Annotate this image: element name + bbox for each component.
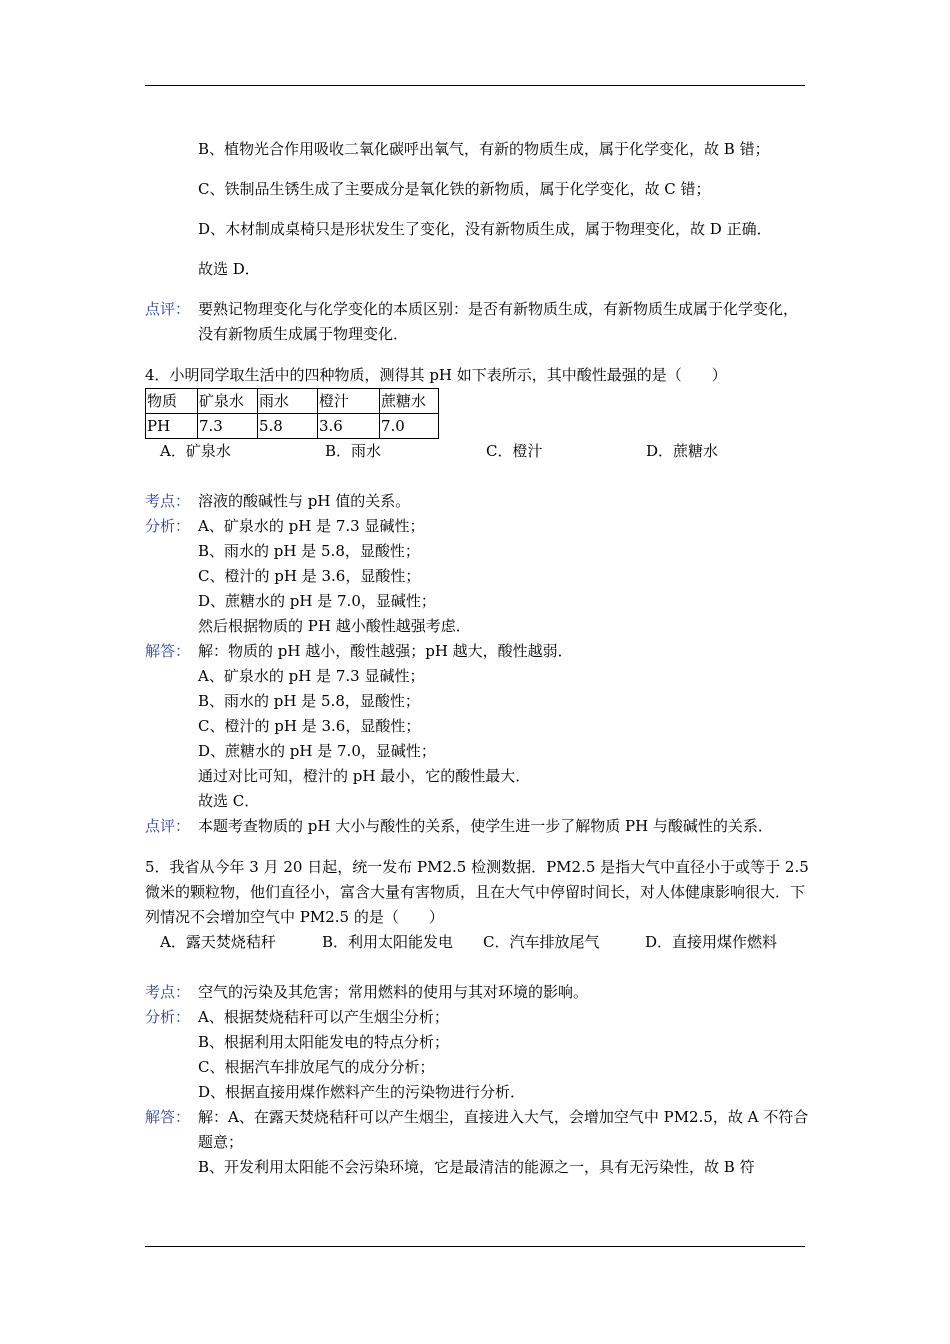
answer-line: D、木材制成桌椅只是形状发生了变化，没有新物质生成，属于物理变化，故 D 正确． bbox=[198, 220, 772, 238]
fenxi-line: 然后根据物质的 PH 越小酸性越强考虑． bbox=[198, 617, 471, 635]
table-cell: 矿泉水 bbox=[198, 389, 258, 414]
previous-comment bbox=[145, 297, 810, 347]
q5-fenxi bbox=[145, 1005, 810, 1105]
fenxi-line: D、根据直接用煤作燃料产生的污染物进行分析． bbox=[198, 1083, 526, 1101]
fenxi-label: 分析： bbox=[145, 1008, 191, 1026]
fenxi-line: D、蔗糖水的 pH 是 7.0，显碱性； bbox=[198, 592, 436, 610]
jieda-line: 解：物质的 pH 越小，酸性越强；pH 越大，酸性越弱． bbox=[198, 642, 573, 660]
jieda-line: A、矿泉水的 pH 是 7.3 显碱性； bbox=[198, 667, 425, 685]
option-d: D．直接用煤作燃料 bbox=[645, 933, 778, 951]
answer-line: C、铁制品生锈生成了主要成分是氧化铁的新物质，属于化学变化，故 C 错； bbox=[198, 180, 711, 198]
ph-table bbox=[145, 388, 439, 439]
answer-line: B、植物光合作用吸收二氧化碳呼出氧气，有新的物质生成，属于化学变化，故 B 错； bbox=[198, 140, 770, 158]
footer-rule bbox=[145, 1246, 805, 1247]
table-cell: 蔗糖水 bbox=[380, 389, 439, 414]
kaodian-text: 空气的污染及其危害；常用燃料的使用与其对环境的影响。 bbox=[198, 983, 589, 1001]
answer-line: 故选 D． bbox=[198, 260, 260, 278]
table-cell: 物质 bbox=[146, 389, 198, 414]
fenxi-line: B、根据利用太阳能发电的特点分析； bbox=[198, 1033, 450, 1051]
option-a: A．露天焚烧秸秆 bbox=[160, 933, 276, 951]
jieda-line: 故选 C． bbox=[198, 792, 260, 810]
option-c: C．橙汁 bbox=[486, 442, 543, 460]
kaodian-label: 考点： bbox=[145, 492, 191, 510]
fenxi-line: C、根据汽车排放尾气的成分分析； bbox=[198, 1058, 435, 1076]
q4-kaodian bbox=[145, 489, 810, 514]
table-row bbox=[146, 389, 439, 414]
question-4-stem: 4．小明同学取生活中的四种物质，测得其 pH 如下表所示，其中酸性最强的是（ ） bbox=[145, 366, 727, 384]
q5-kaodian bbox=[145, 980, 810, 1005]
previous-answer-continuation bbox=[145, 137, 810, 282]
q4-jieda bbox=[145, 639, 810, 814]
comment-text: 要熟记物理变化与化学变化的本质区别：是否有新物质生成，有新物质生成属于化学变化，没有新物质生成属于物理变化． bbox=[198, 300, 799, 343]
header-rule bbox=[145, 85, 805, 86]
jieda-line: 解：A、在露天焚烧秸秆可以产生烟尘，直接进入大气，会增加空气中 PM2.5，故 A 不符合题意； bbox=[198, 1108, 809, 1151]
jieda-line: B、雨水的 pH 是 5.8，显酸性； bbox=[198, 692, 420, 710]
q5-jieda bbox=[145, 1105, 810, 1180]
question-5-stem: 5．我省从今年 3 月 20 日起，统一发布 PM2.5 检测数据．PM2.5 是指大气中直径小于或等于 2.5 微米的颗粒物，他们直径小，富含大量有害物质，且在大气中停留时间长，对人体健康影响很大．下列情况不会增加空气中 PM2.5 的是（ ） bbox=[145, 858, 809, 926]
dianping-text: 本题考查物质的 pH 大小与酸性的关系，使学生进一步了解物质 PH 与酸碱性的关系． bbox=[198, 817, 773, 835]
table-cell: 7.3 bbox=[198, 414, 258, 439]
fenxi-line: A、矿泉水的 pH 是 7.3 显碱性； bbox=[198, 517, 425, 535]
option-b: B．雨水 bbox=[325, 442, 382, 460]
table-cell: PH bbox=[146, 414, 198, 439]
question-4-options bbox=[145, 439, 810, 464]
option-a: A．矿泉水 bbox=[160, 442, 231, 460]
fenxi-line: C、橙汁的 pH 是 3.6，显酸性； bbox=[198, 567, 421, 585]
question-5-options bbox=[145, 930, 810, 955]
comment-label: 点评： bbox=[145, 300, 191, 318]
table-cell: 橙汁 bbox=[318, 389, 380, 414]
jieda-label: 解答： bbox=[145, 1108, 191, 1126]
jieda-label: 解答： bbox=[145, 642, 191, 660]
kaodian-label: 考点： bbox=[145, 983, 191, 1001]
kaodian-text: 溶液的酸碱性与 pH 值的关系。 bbox=[198, 492, 411, 510]
fenxi-line: A、根据焚烧秸秆可以产生烟尘分析； bbox=[198, 1008, 449, 1026]
document-body bbox=[145, 122, 810, 1180]
jieda-line: 通过对比可知，橙汁的 pH 最小，它的酸性最大． bbox=[198, 767, 531, 785]
jieda-line: B、开发利用太阳能不会污染环境，它是最清洁的能源之一，具有无污染性，故 B 符 bbox=[198, 1158, 755, 1176]
jieda-line: C、橙汁的 pH 是 3.6，显酸性； bbox=[198, 717, 421, 735]
table-cell: 7.0 bbox=[380, 414, 439, 439]
q4-fenxi bbox=[145, 514, 810, 639]
q4-dianping bbox=[145, 814, 810, 839]
jieda-line: D、蔗糖水的 pH 是 7.0，显碱性； bbox=[198, 742, 436, 760]
table-cell: 5.8 bbox=[258, 414, 318, 439]
option-b: B．利用太阳能发电 bbox=[322, 933, 454, 951]
fenxi-label: 分析： bbox=[145, 517, 191, 535]
fenxi-line: B、雨水的 pH 是 5.8，显酸性； bbox=[198, 542, 420, 560]
dianping-label: 点评： bbox=[145, 817, 191, 835]
table-cell: 雨水 bbox=[258, 389, 318, 414]
table-cell: 3.6 bbox=[318, 414, 380, 439]
table-row bbox=[146, 414, 439, 439]
option-d: D．蔗糖水 bbox=[646, 442, 719, 460]
option-c: C．汽车排放尾气 bbox=[483, 933, 600, 951]
